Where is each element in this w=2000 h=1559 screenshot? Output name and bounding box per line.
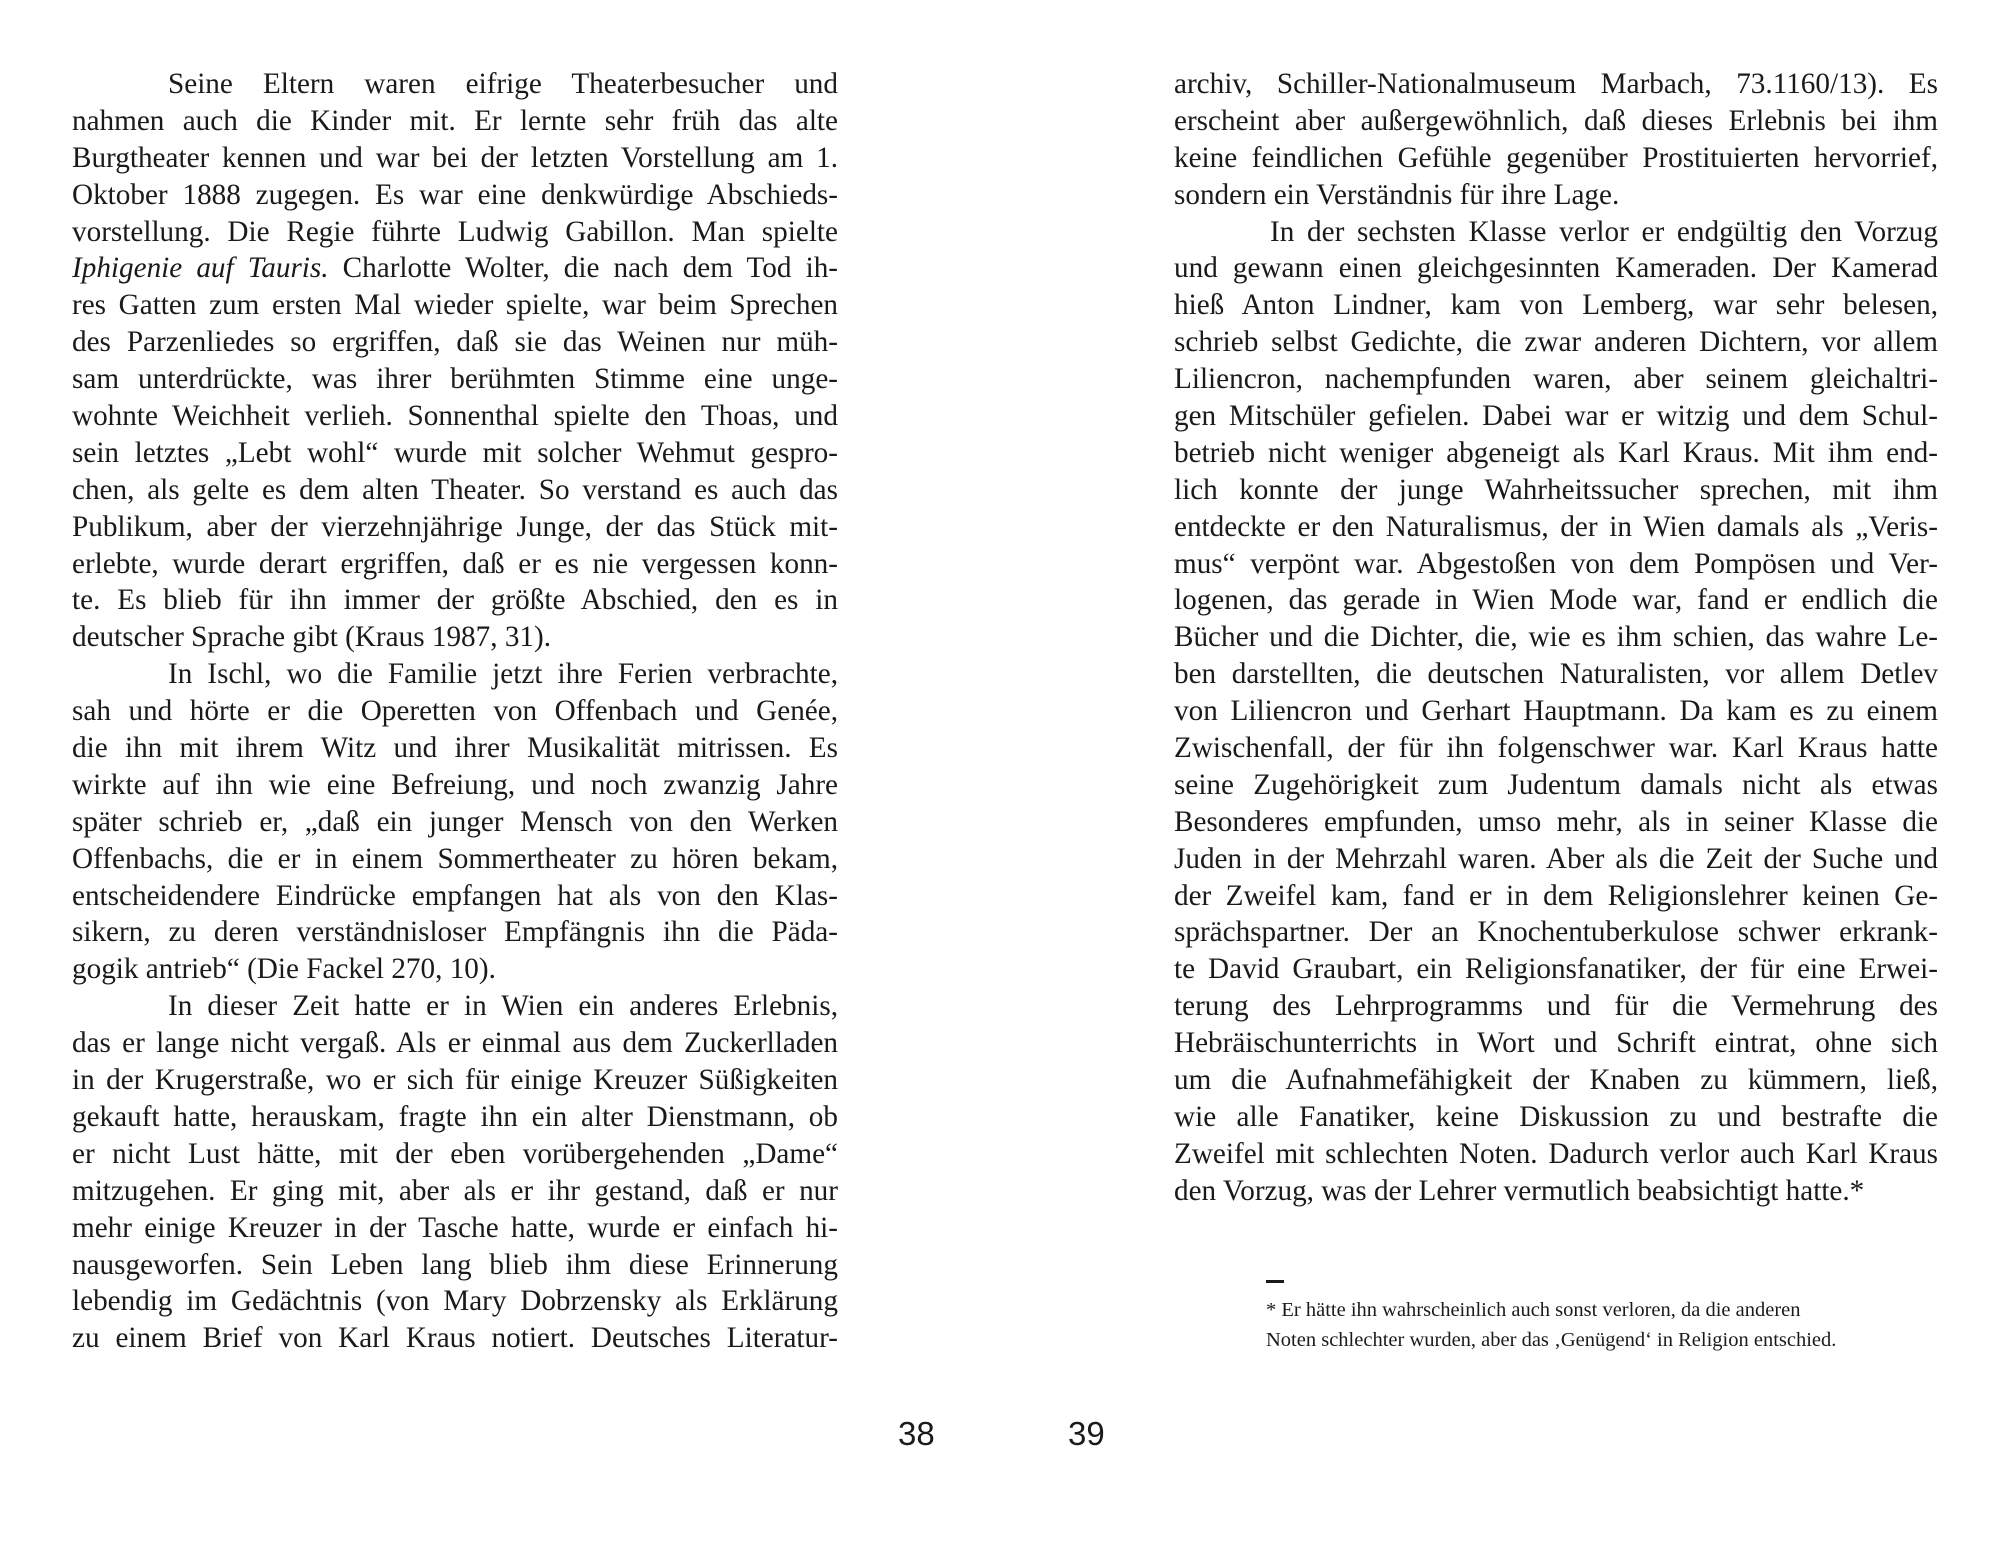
text-line: wohnte Weichheit verlieh. Sonnenthal spielte den Thoas, und [72,400,838,433]
text-line: te David Graubart, ein Religionsfanatiker, der für eine Erwei- [1174,953,1938,986]
text-line: Juden in der Mehrzahl waren. Aber als die Zeit der Suche und [1174,842,1938,875]
text-line: nausgeworfen. Sein Leben lang blieb ihm diese Erinnerung [72,1248,838,1281]
text-line: von Liliencron und Gerhart Hauptmann. Da kam es zu einem [1174,695,1938,728]
text-line: chen, als gelte es dem alten Theater. So verstand es auch das [72,473,838,506]
text-line: sah und hörte er die Operetten von Offenbach und Genée, [72,695,838,728]
text-line: hieß Anton Lindner, kam von Lemberg, war sehr belesen, [1174,289,1938,322]
text-line: keine feindlichen Gefühle gegenüber Prostituierten hervorrief, [1174,141,1938,174]
text-line: mitzugehen. Er ging mit, aber als er ihr gestand, daß er nur [72,1174,838,1207]
text-line: gen Mitschüler gefielen. Dabei war er witzig und dem Schul- [1174,400,1938,433]
text-line: Seine Eltern waren eifrige Theaterbesucher und [168,68,838,100]
text-line: deutscher Sprache gibt (Kraus 1987, 31). [72,621,552,654]
text-line: Besonderes empfunden, umso mehr, als in seiner Klasse die [1174,805,1938,838]
text-line: wirkte auf ihn wie eine Befreiung, und noch zwanzig Jahre [72,768,838,801]
text-line: sikern, zu deren verständnisloser Empfängnis ihn die Päda- [72,916,838,949]
text-line: Zwischenfall, der für ihn folgenschwer war. Karl Kraus hatte [1174,732,1938,765]
page-number-left: 38 [898,1415,935,1452]
text-line: sondern ein Verständnis für ihre Lage. [1174,178,1620,211]
text-line: Bücher und die Dichter, die, wie es ihm schien, das wahre Le- [1174,621,1938,654]
text-line: entdeckte er den Naturalismus, der in Wien damals als „Veris- [1174,510,1938,543]
text-line: mehr einige Kreuzer in der Tasche hatte, wurde er einfach hi- [72,1211,838,1244]
text-line: die ihn mit ihrem Witz und ihrer Musikalität mitrissen. Es [72,732,838,765]
text-line: gogik antrieb“ (Die Fackel 270, 10). [72,953,496,986]
text-line: In dieser Zeit hatte er in Wien ein anderes Erlebnis, [168,990,838,1023]
text-line: entscheidendere Eindrücke empfangen hat als von den Klas- [72,879,838,912]
footnote-line: * Er hätte ihn wahrscheinlich auch sonst verloren, da die anderen [1266,1299,1801,1321]
text-line: sein letztes „Lebt wohl“ wurde mit solcher Wehmut gespro- [72,436,838,469]
text-line: um die Aufnahmefähigkeit der Knaben zu kümmern, ließ, [1174,1064,1938,1097]
text-line: schrieb selbst Gedichte, die zwar anderen Dichtern, vor allem [1174,326,1938,359]
text-line: Burgtheater kennen und war bei der letzten Vorstellung am 1. [72,141,838,174]
text-line: erlebte, wurde derart ergriffen, daß er es nie vergessen konn- [72,547,838,580]
text-line: terung des Lehrprogramms und für die Vermehrung des [1174,990,1938,1023]
text-line: erscheint aber außergewöhnlich, daß dieses Erlebnis bei ihm [1174,104,1938,137]
text-line: Offenbachs, die er in einem Sommertheater zu hören bekam, [72,842,838,875]
text-line: er nicht Lust hätte, mit der eben vorübergehenden „Dame“ [72,1137,838,1170]
italic-title: Iphigenie auf Tauris. [72,252,329,285]
text-line: gekauft hatte, herauskam, fragte ihn ein alter Dienstmann, ob [72,1100,838,1133]
text-line: te. Es blieb für ihn immer der größte Abschied, den es in [72,584,838,617]
text-line: Hebräischunterrichts in Wort und Schrift eintrat, ohne sich [1174,1027,1938,1060]
text-line: Liliencron, nachempfunden waren, aber seinem gleichaltri- [1174,363,1938,396]
text-line: später schrieb er, „daß ein junger Mensch von den Werken [72,805,838,838]
text-line: des Parzenliedes so ergriffen, daß sie das Weinen nur müh- [72,326,838,359]
text-line: den Vorzug, was der Lehrer vermutlich beabsichtigt hatte.* [1174,1174,1865,1207]
text-line: res Gatten zum ersten Mal wieder spielte, war beim Sprechen [72,289,838,322]
text-line: seine Zugehörigkeit zum Judentum damals nicht als etwas [1174,768,1938,801]
text-line: der Zweifel kam, fand er in dem Religionslehrer keinen Ge- [1174,879,1938,912]
text-line: In Ischl, wo die Familie jetzt ihre Ferien verbrachte, [168,658,838,691]
text-line: mus“ verpönt war. Abgestoßen von dem Pompösen und Ver- [1174,547,1938,580]
text-line: lich konnte der junge Wahrheitssucher sprechen, mit ihm [1174,473,1938,506]
right-page-text [1174,66,1938,1210]
text-line: nahmen auch die Kinder mit. Er lernte sehr früh das alte [72,104,838,137]
text-line: ben darstellten, die deutschen Naturalisten, vor allem Detlev [1174,658,1938,691]
text-line: das er lange nicht vergaß. Als er einmal aus dem Zuckerlladen [72,1027,838,1060]
text-line [72,250,838,287]
text-fragment: Charlotte Wolter, die nach dem Tod ih- [342,252,839,285]
footnote [1266,1275,1926,1355]
text-line: Publikum, aber der vierzehnjährige Junge, der das Stück mit- [72,510,838,543]
text-line: lebendig im Gedächtnis (von Mary Dobrzensky als Erklärung [72,1285,838,1318]
text-line: zu einem Brief von Karl Kraus notiert. Deutsches Literatur- [72,1322,838,1355]
text-line: Oktober 1888 zugegen. Es war eine denkwürdige Abschieds- [72,178,838,211]
text-line: wie alle Fanatiker, keine Diskussion zu und bestrafte die [1174,1100,1938,1133]
text-line: in der Krugerstraße, wo er sich für einige Kreuzer Süßigkeiten [72,1064,838,1097]
text-line: sam unterdrückte, was ihrer berühmten Stimme eine unge- [72,363,838,396]
text-line: archiv, Schiller-Nationalmuseum Marbach, 73.1160/13). Es [1174,68,1938,100]
footnote-line: Noten schlechter wurden, aber das ‚Genügend‘ in Religion entschied. [1266,1329,1837,1351]
left-page-text [72,66,838,1357]
text-line: Zweifel mit schlechten Noten. Dadurch verlor auch Karl Kraus [1174,1137,1938,1170]
text-line: logenen, das gerade in Wien Mode war, fand er endlich die [1174,584,1938,617]
text-line: und gewann einen gleichgesinnten Kameraden. Der Kamerad [1174,252,1938,285]
page-number-right: 39 [1068,1415,1105,1452]
text-line: sprächspartner. Der an Knochentuberkulose schwer erkrank- [1174,916,1938,949]
text-line: In der sechsten Klasse verlor er endgültig den Vorzug [1270,215,1938,248]
text-line: vorstellung. Die Regie führte Ludwig Gabillon. Man spielte [72,215,838,248]
text-line: betrieb nicht weniger abgeneigt als Karl Kraus. Mit ihm end- [1174,436,1938,469]
